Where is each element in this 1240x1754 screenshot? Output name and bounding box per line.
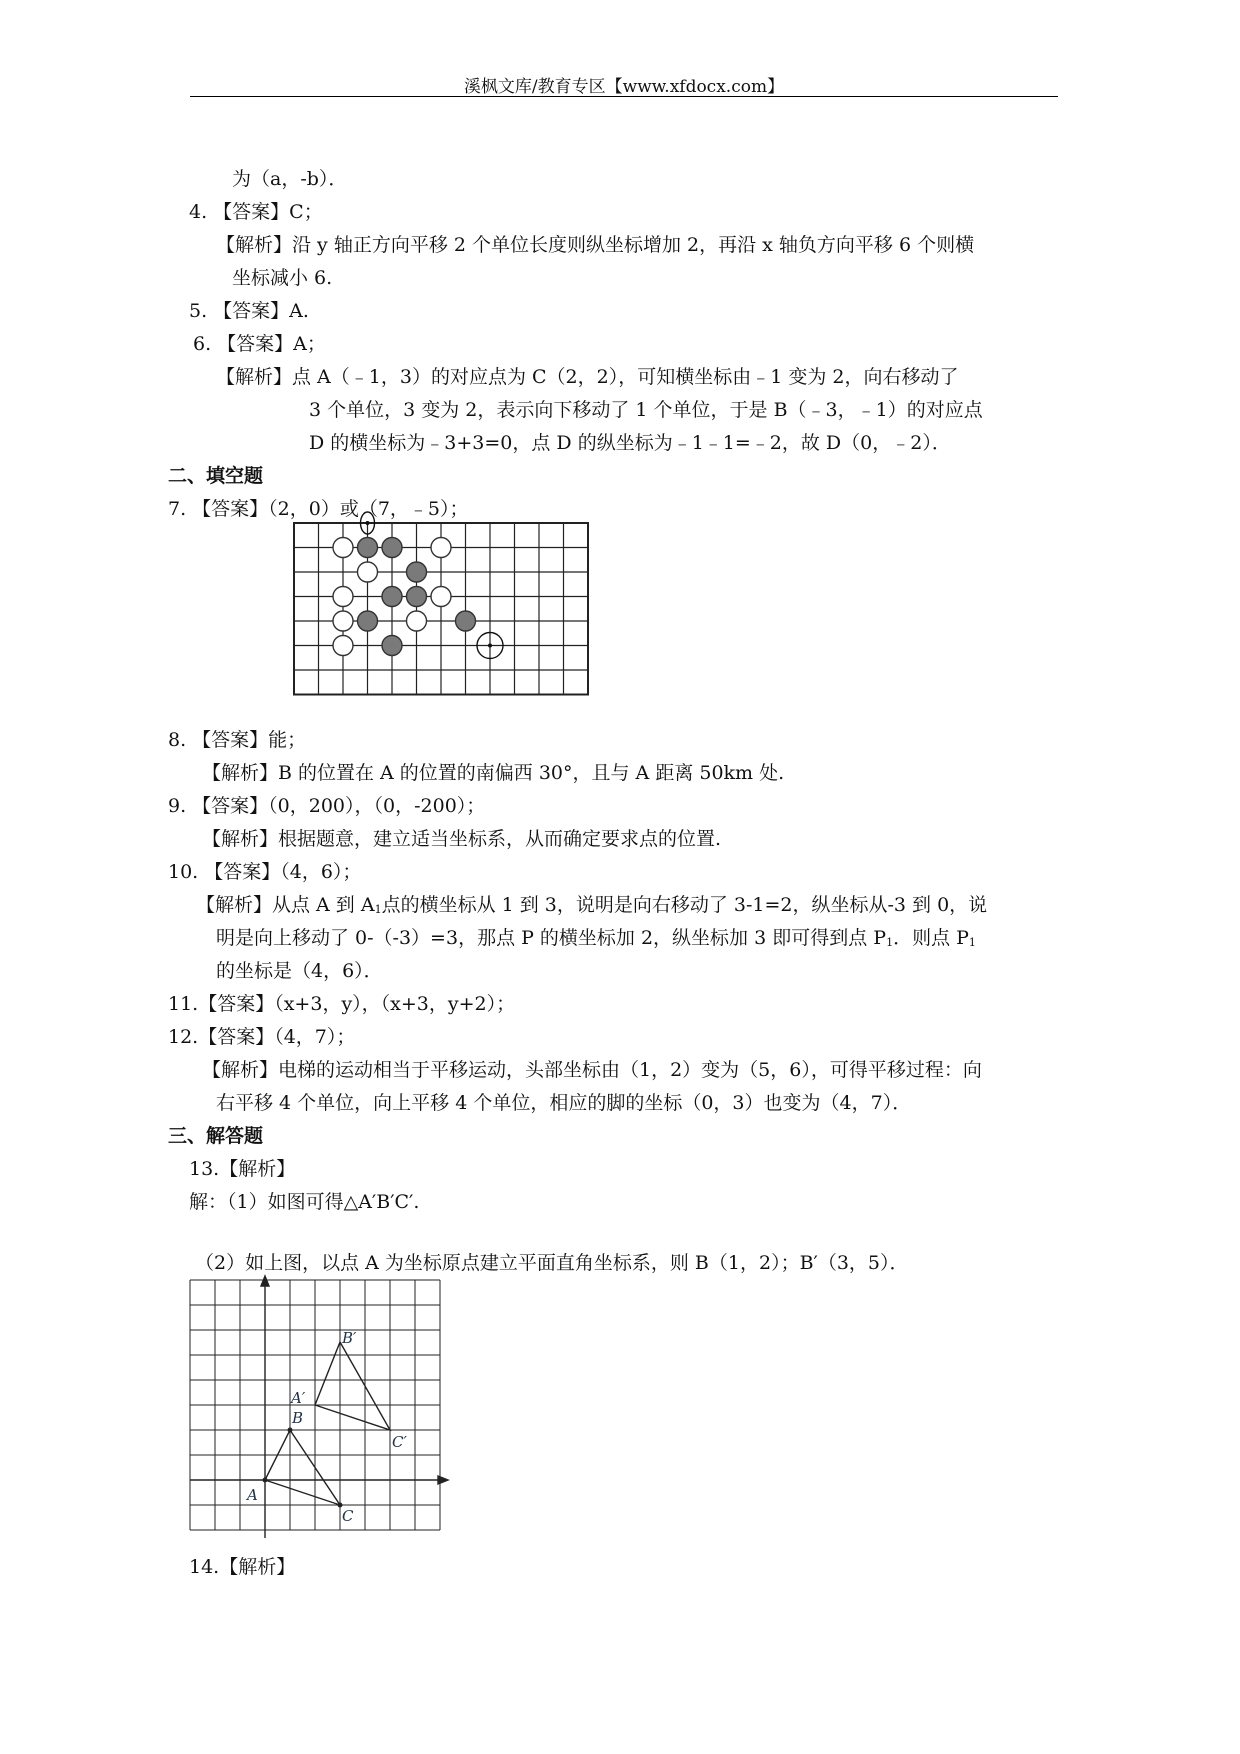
header-rule (190, 96, 1058, 97)
y-axis-arrow (261, 1276, 269, 1286)
analysis-12: 【解析】电梯的运动相当于平移运动，头部坐标由（1，2）变为（5，6），可得平移过程：向 (202, 1059, 982, 1081)
label-b: B (292, 1409, 304, 1427)
answer-12: 12.【答案】（4，7）； (168, 1026, 356, 1048)
analysis-8: 【解析】B 的位置在 A 的位置的南偏西 30°，且与 A 距离 50km 处. (202, 762, 785, 784)
answer-7: 7. 【答案】（2，0）或（7，﹣5）； (168, 498, 469, 520)
answer-10: 10. 【答案】（4，6）； (168, 861, 362, 883)
black-stone (407, 587, 427, 607)
black-stone (382, 636, 402, 656)
black-stone (456, 611, 476, 631)
solution-13-part2: （2）如上图，以点 A 为坐标原点建立平面直角坐标系，则 B（1，2）；B′（3，5）． (195, 1252, 909, 1274)
answer-position-dot (488, 644, 492, 648)
analysis-14-heading: 14.【解析】 (189, 1556, 296, 1578)
white-stone (333, 611, 353, 631)
answer-5: 5. 【答案】A. (189, 300, 309, 322)
text-line: 的坐标是（4，6）． (216, 960, 383, 982)
black-stone (407, 562, 427, 582)
answer-8: 8. 【答案】能； (168, 729, 307, 751)
x-axis-arrow (438, 1476, 448, 1484)
label-c-prime: C′ (392, 1433, 407, 1451)
analysis-4: 【解析】沿 y 轴正方向平移 2 个单位长度则纵坐标增加 2，再沿 x 轴负方向平移 6 个则横 (216, 234, 975, 256)
analysis-9: 【解析】根据题意，建立适当坐标系，从而确定要求点的位置. (202, 828, 722, 850)
label-b-prime: B′ (342, 1329, 357, 1347)
point-a (263, 1478, 268, 1483)
analysis-13-heading: 13.【解析】 (189, 1158, 296, 1180)
section-heading-solve: 三、解答题 (168, 1125, 264, 1147)
black-stone (382, 587, 402, 607)
label-a: A (247, 1486, 258, 1504)
white-stone (333, 636, 353, 656)
point-b (288, 1428, 293, 1433)
text-line: 明是向上移动了 0-（-3）=3，那点 P 的横坐标加 2，纵坐标加 3 即可得到点 $P_1$．则点 $P_1$ (216, 927, 976, 949)
coordinate-grid-figure (190, 1280, 450, 1542)
answer-9: 9. 【答案】（0，200），（0，-200）； (168, 795, 486, 817)
white-stone (333, 587, 353, 607)
black-stone (382, 538, 402, 558)
text-line: 右平移 4 个单位，向上平移 4 个单位，相应的脚的坐标（0，3）也变为（4，7）． (216, 1092, 912, 1114)
answer-4: 4. 【答案】C； (189, 201, 323, 223)
label-c: C (342, 1507, 354, 1525)
answer-6: 6. 【答案】A； (193, 333, 326, 355)
analysis-6: 【解析】点 A（﹣1，3）的对应点为 C（2，2），可知横坐标由﹣1 变为 2，向右移动了 (216, 366, 959, 388)
answer-11: 11.【答案】（x+3，y），（x+3，y+2）； (168, 993, 516, 1015)
section-heading-fill-in: 二、填空题 (168, 465, 264, 487)
text-line: 为（a，-b）． (232, 168, 348, 190)
label-a-prime: A′ (291, 1389, 306, 1407)
triangle-abc (265, 1430, 340, 1505)
black-stone (358, 538, 378, 558)
text-line: 3 个单位，3 变为 2，表示向下移动了 1 个单位，于是 B（﹣3，﹣1）的对应点 (309, 399, 983, 421)
white-stone (358, 562, 378, 582)
analysis-10: 【解析】从点 A 到 $A_1$点的横坐标从 1 到 3，说明是向右移动了 3-1=2，纵坐标从-3 到 0，说 (196, 894, 988, 916)
text-line: D 的横坐标为﹣3+3=0，点 D 的纵坐标为﹣1﹣1=﹣2，故 D（0，﹣2）． (309, 432, 951, 454)
black-stone (358, 611, 378, 631)
white-stone (333, 538, 353, 558)
white-stone (431, 587, 451, 607)
go-board-figure (294, 523, 594, 708)
page-header: 溪枫文库/教育专区【www.xfdocx.com】 (463, 77, 785, 97)
solution-13-part1: 解：（1）如图可得△A′B′C′. (189, 1191, 420, 1213)
white-stone (431, 538, 451, 558)
text-line: 坐标减小 6. (232, 267, 333, 289)
answer-position-dot (366, 521, 370, 525)
white-stone (407, 611, 427, 631)
